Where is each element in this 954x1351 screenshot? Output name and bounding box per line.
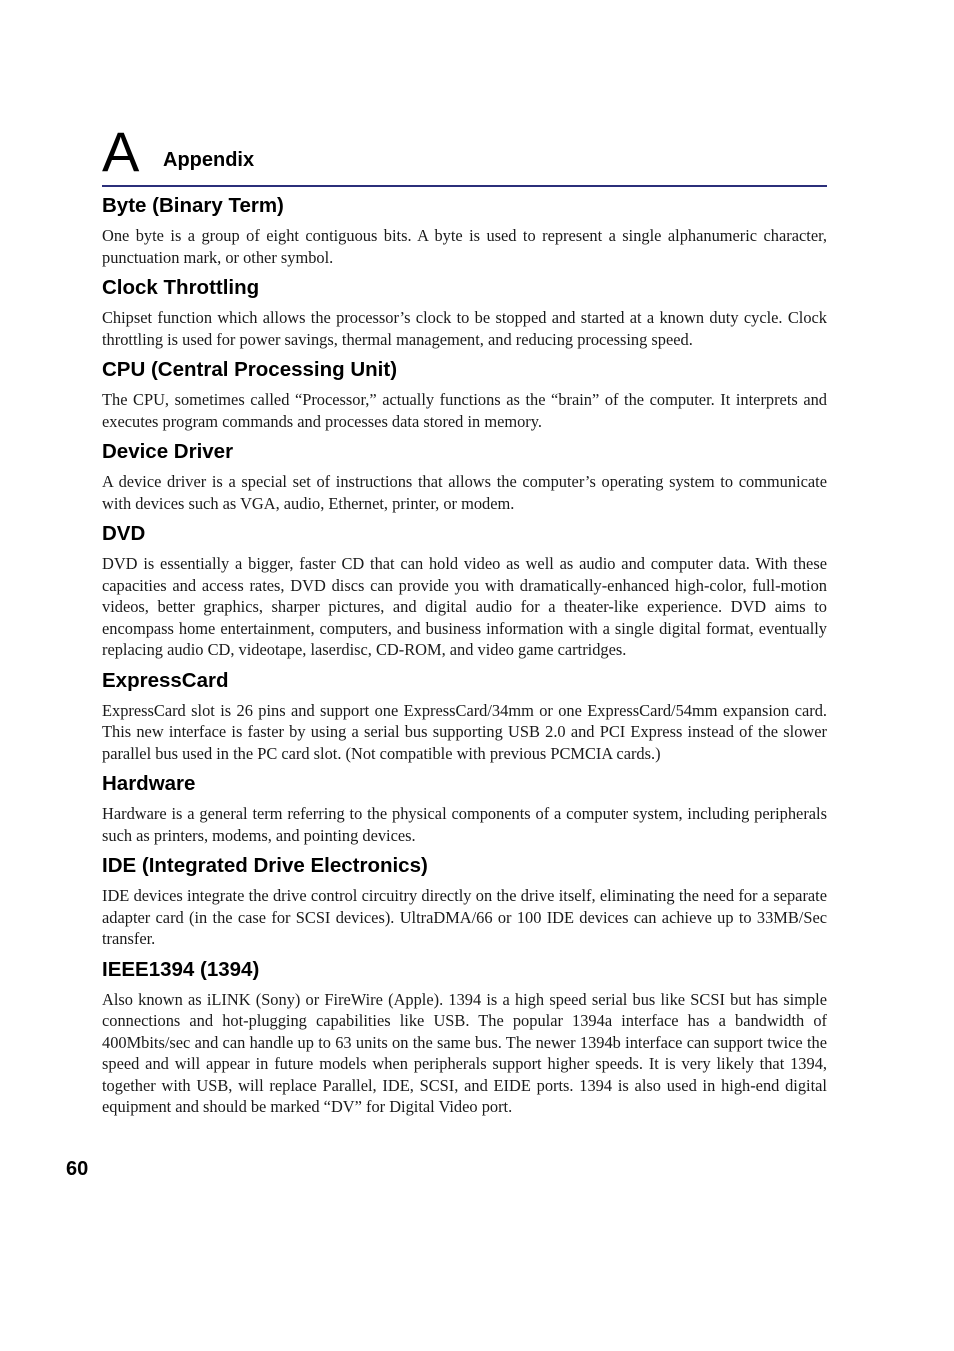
- term-heading: Byte (Binary Term): [102, 194, 284, 217]
- glossary-entry-dvd: [102, 520, 827, 661]
- term-definition: One byte is a group of eight contiguous bits. A byte is used to represent a single alphanumeric character, punctuation mark, or other symbol.: [102, 226, 827, 267]
- glossary-entry-ide: [102, 852, 827, 950]
- term-heading: Device Driver: [102, 440, 234, 463]
- term-definition: ExpressCard slot is 26 pins and support one ExpressCard/34mm or one ExpressCard/54mm expansion card. This new interface is faster by using a serial bus supporting USB 2.0 and PCI Express instead of the slower parallel bus used in the PC card slot. (Not compatible with previous PCMCIA cards.): [102, 700, 827, 763]
- glossary-entry-expresscard: [102, 667, 827, 765]
- term-definition: IDE devices integrate the drive control circuitry directly on the drive itself, eliminating the need for a separate adapter card (in the case for SCSI devices). UltraDMA/66 or 100 IDE devices can achieve up to 33MB/Sec transfer.: [102, 886, 827, 948]
- chapter-letter: A: [102, 120, 140, 183]
- term-heading: Clock Throttling: [102, 276, 260, 299]
- chapter-title: Appendix: [163, 149, 255, 171]
- glossary-entry-clock-throttling: [102, 274, 827, 350]
- glossary-content: [102, 192, 827, 1124]
- term-heading: ExpressCard: [102, 668, 229, 692]
- term-definition: DVD is essentially a bigger, faster CD that can hold video as well as audio and computer data. With these capacities and access rates, DVD discs can provide you with dramatically-enhanced high-color, full-motion videos, better graphics, sharper pictures, and digital audio for a theater-like experience. DVD aims to encompass home entertainment, computers, and business information with a single digital format, eventually replacing audio CD, videotape, laserdisc, CD-ROM, and video game cartridges.: [102, 554, 827, 659]
- term-definition: Chipset function which allows the processor’s clock to be stopped and started at a known duty cycle. Clock throttling is used for power savings, thermal management, and reducing processing speed.: [102, 308, 827, 349]
- term-heading: IDE (Integrated Drive Electronics): [102, 854, 428, 877]
- glossary-entry-ieee1394: [102, 956, 827, 1118]
- glossary-entry-hardware: [102, 770, 827, 846]
- term-definition: Hardware is a general term referring to the physical components of a computer system, including peripherals such as printers, modems, and pointing devices.: [102, 804, 827, 845]
- term-heading: DVD: [102, 522, 146, 545]
- term-heading: IEEE1394 (1394): [102, 957, 260, 981]
- page-number: 60: [66, 1158, 89, 1180]
- term-definition: A device driver is a special set of instructions that allows the computer’s operating system to communicate with devices such as VGA, audio, Ethernet, printer, or modem.: [102, 472, 827, 513]
- term-heading: Hardware: [102, 772, 196, 795]
- glossary-entry-cpu: [102, 356, 827, 432]
- chapter-header: [102, 120, 827, 187]
- glossary-entry-device-driver: [102, 438, 827, 514]
- term-definition: Also known as iLINK (Sony) or FireWire (Apple). 1394 is a high speed serial bus like SCSI but has simple connections and hot-plugging capabilities like USB. The popular 1394a interface has a bandwidth of 400Mbits/sec and can handle up to 63 units on the same bus. The newer 1394b interface can support twice the speed and will appear in future models when peripherals support higher speeds. It is very likely that 1394, together with USB, will replace Parallel, IDE, SCSI, and EIDE ports. 1394 is also used in high-end digital equipment and should be marked “DV” for Digital Video port.: [102, 989, 827, 1116]
- term-definition: The CPU, sometimes called “Processor,” actually functions as the “brain” of the computer. It interprets and executes program commands and processes data stored in memory.: [102, 390, 827, 431]
- glossary-entry-byte: [102, 192, 827, 268]
- term-heading: CPU (Central Processing Unit): [102, 358, 398, 381]
